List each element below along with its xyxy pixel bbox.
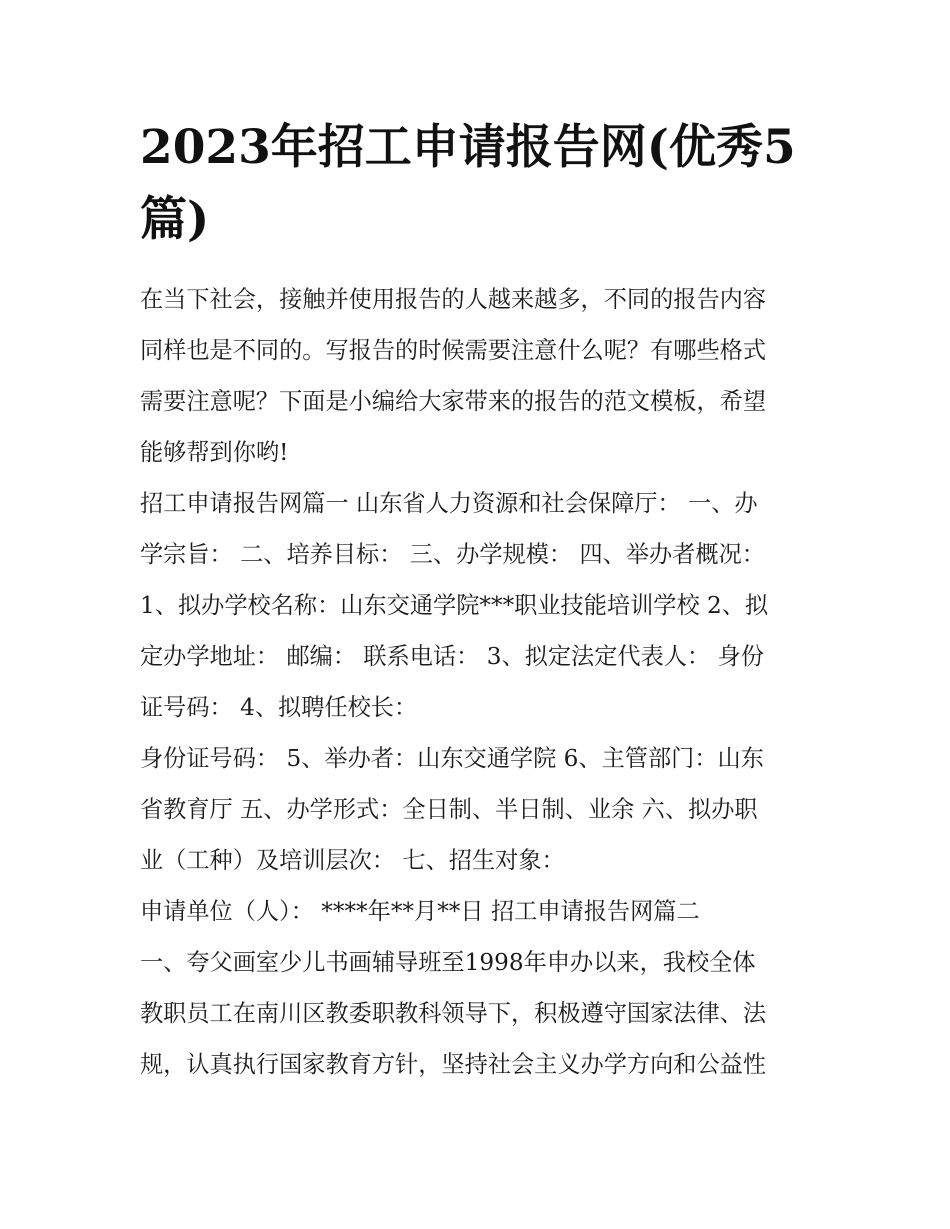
body-line: 省教育厅 五、办学形式：全日制、半日制、业余 六、拟办职	[140, 796, 758, 823]
body-line: 招工申请报告网篇一 山东省人力资源和社会保障厅： 一、办	[140, 490, 758, 517]
body-line: 规，认真执行国家教育方针，坚持社会主义办学方向和公益性	[140, 1051, 767, 1078]
body-line: 定办学地址： 邮编： 联系电话： 3、拟定法定代表人： 身份	[140, 643, 764, 670]
document-title	[140, 112, 820, 256]
body-line: 1、拟办学校名称：山东交通学院***职业技能培训学校 2、拟	[140, 592, 769, 619]
body-line: 在当下社会，接触并使用报告的人越来越多，不同的报告内容	[140, 286, 767, 313]
body-line: 证号码： 4、拟聘任校长：	[140, 694, 418, 721]
body-line: 能够帮到你哟!	[140, 439, 289, 466]
body-line: 需要注意呢？下面是小编给大家带来的报告的范文模板，希望	[140, 388, 767, 415]
document-body	[140, 274, 816, 1090]
title-line: 2023年招工申请报告网(优秀5	[140, 120, 796, 175]
body-line: 学宗旨： 二、培养目标： 三、办学规模： 四、举办者概况：	[140, 541, 765, 568]
body-line: 教职员工在南川区教委职教科领导下，积极遵守国家法律、法	[140, 1000, 767, 1027]
title-line: 篇)	[140, 192, 210, 247]
body-line: 一、夸父画室少儿书画辅导班至1998年申办以来，我校全体	[140, 949, 756, 976]
body-line: 申请单位（人）： ****年**月**日 招工申请报告网篇二	[140, 898, 700, 925]
body-line: 业（工种）及培训层次： 七、招生对象：	[140, 847, 565, 874]
body-line: 身份证号码： 5、举办者：山东交通学院 6、主管部门：山东	[140, 745, 764, 772]
body-line: 同样也是不同的。写报告的时候需要注意什么呢？有哪些格式	[140, 337, 767, 364]
